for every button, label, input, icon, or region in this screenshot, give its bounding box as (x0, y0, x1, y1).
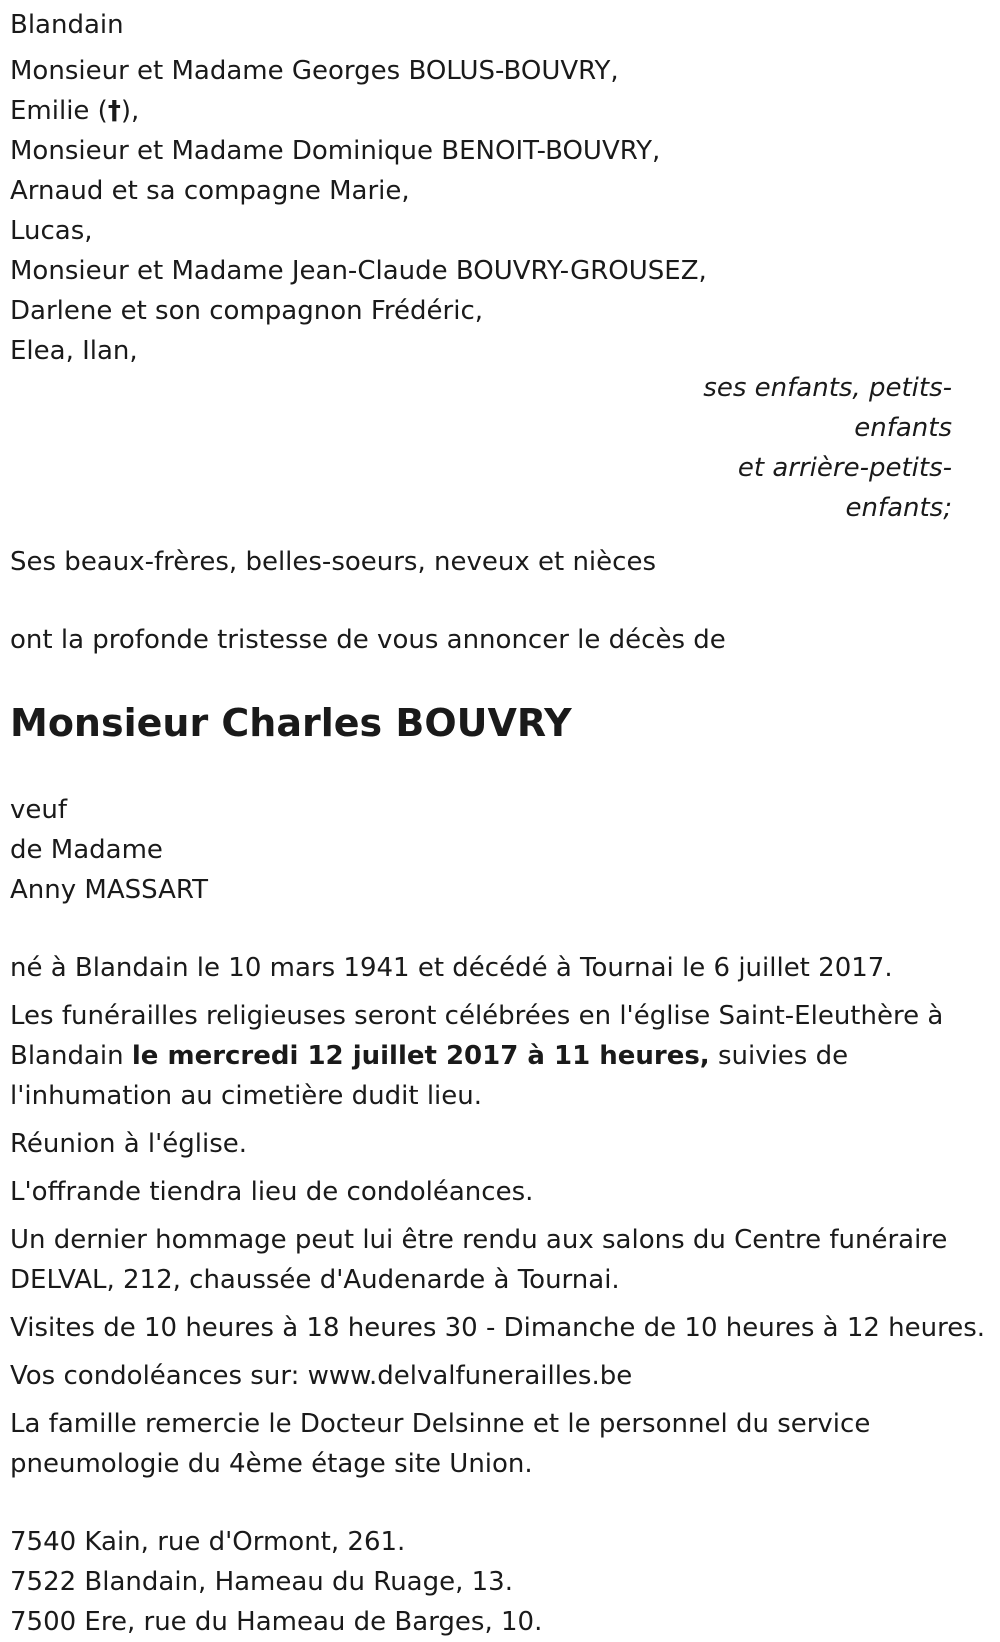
cross-icon: † (107, 96, 121, 126)
relation-line: et arrière-petits- (737, 453, 952, 483)
family-line: Monsieur et Madame Dominique BENOIT-BOUVRY, (10, 136, 661, 166)
family-line: Monsieur et Madame Georges BOLUS-BOUVRY, (10, 56, 619, 86)
widow-line: de Madame (10, 835, 163, 865)
address-line: 7522 Blandain, Hameau du Ruage, 13. (10, 1567, 513, 1597)
funeral-text-before: Les funérailles religieuses seront célébrées en l'église Saint-Eleuthère à Blandain (10, 1001, 944, 1071)
deceased-name: Monsieur Charles BOUVRY (10, 701, 572, 745)
relation-line: ses enfants, petits- (703, 373, 952, 403)
hommage-paragraph: Un dernier hommage peut lui être rendu aux salons du Centre funéraire DELVAL, 212, chaussée d'Audenarde à Tournai. (10, 1225, 948, 1295)
widow-block (10, 790, 990, 910)
condolences-line: Vos condoléances sur: www.delvalfunerailles.be (10, 1361, 633, 1391)
offrande-line: L'offrande tiendra lieu de condoléances. (10, 1177, 534, 1207)
funeral-date-time: le mercredi 12 juillet 2017 à 11 heures, (131, 1041, 710, 1071)
thanks-paragraph: La famille remercie le Docteur Delsinne et le personnel du service pneumologie du 4ème étage site Union. (10, 1409, 871, 1479)
family-line: Arnaud et sa compagne Marie, (10, 176, 410, 206)
family-line: Darlene et son compagnon Frédéric, (10, 296, 484, 326)
reunion-line: Réunion à l'église. (10, 1129, 248, 1159)
address-line: 7500 Ere, rue du Hameau de Barges, 10. (10, 1607, 543, 1637)
announcement-line: ont la profonde tristesse de vous annoncer le décès de (10, 625, 726, 655)
relation-line: enfants; (845, 493, 952, 523)
emilie-suffix: ), (120, 96, 140, 126)
family-line: Elea, Ilan, (10, 336, 138, 366)
family-line: Monsieur et Madame Jean-Claude BOUVRY-GROUSEZ, (10, 256, 707, 286)
visits-line: Visites de 10 heures à 18 heures 30 - Dimanche de 10 heures à 12 heures. (10, 1313, 986, 1343)
town-heading: Blandain (10, 10, 124, 40)
address-list (10, 1522, 990, 1642)
widow-line: Anny MASSART (10, 875, 208, 905)
emilie-prefix: Emilie ( (10, 96, 108, 126)
relatives-line: Ses beaux-frères, belles-soeurs, neveux et nièces (10, 547, 656, 577)
widow-line: veuf (10, 795, 68, 825)
relation-line: enfants (854, 413, 952, 443)
relation-caption (10, 368, 990, 528)
family-line-emilie (10, 91, 990, 131)
family-list (10, 51, 990, 371)
funeral-text-after: suivies de l'inhumation au cimetière dudit lieu. (10, 1041, 849, 1111)
birth-death-line: né à Blandain le 10 mars 1941 et décédé à Tournai le 6 juillet 2017. (10, 953, 893, 983)
funeral-paragraph (10, 996, 990, 1116)
address-line: 7540 Kain, rue d'Ormont, 261. (10, 1527, 406, 1557)
family-line: Lucas, (10, 216, 93, 246)
